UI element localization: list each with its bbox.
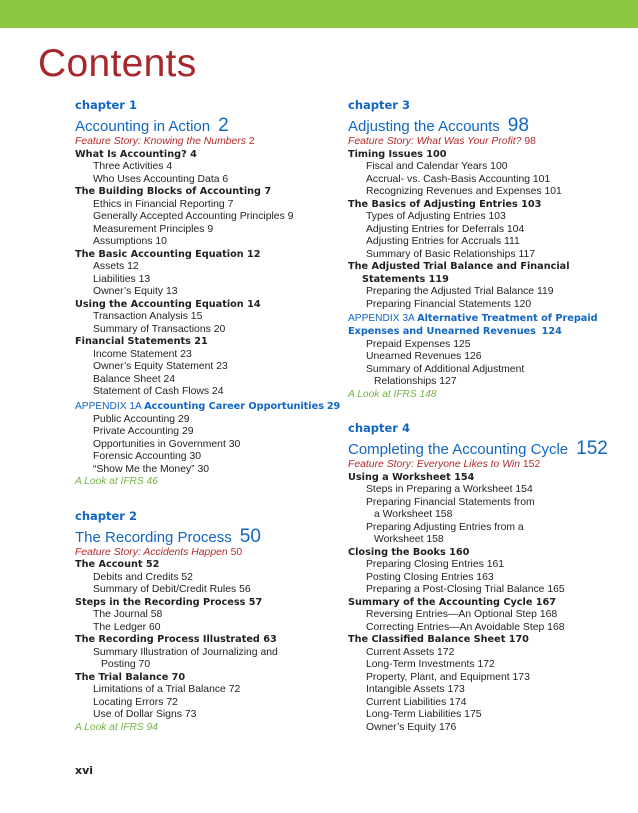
- toc-item[interactable]: Adjusting Entries for Deferrals 104: [366, 223, 525, 235]
- toc-item[interactable]: Correcting Entries—An Avoidable Step 168: [366, 621, 565, 633]
- appendix-title: Expenses and Unearned Revenues: [348, 326, 536, 337]
- toc-item[interactable]: Current Liabilities 174: [366, 696, 467, 708]
- toc-item[interactable]: Owner’s Equity 13: [93, 286, 178, 297]
- chapter-page: 98: [507, 115, 529, 136]
- toc-item[interactable]: Preparing Adjusting Entries from a: [366, 521, 524, 533]
- feature-story-page: 2: [248, 136, 255, 147]
- toc-item[interactable]: Recognizing Revenues and Expenses 101: [366, 186, 562, 197]
- section-heading[interactable]: The Basics of Adjusting Entries 103: [348, 198, 542, 210]
- section-heading[interactable]: Closing the Books 160: [348, 546, 470, 558]
- right-column: [348, 98, 620, 734]
- toc-item[interactable]: Locating Errors 72: [93, 696, 178, 708]
- section-heading[interactable]: The Basic Accounting Equation 12: [75, 248, 261, 260]
- toc-item[interactable]: Balance Sheet 24: [93, 373, 176, 385]
- toc-item[interactable]: Property, Plant, and Equipment 173: [366, 671, 530, 683]
- toc-item[interactable]: Assumptions 10: [93, 236, 167, 247]
- section-heading[interactable]: The Adjusted Trial Balance and Financial: [348, 261, 570, 272]
- section-heading[interactable]: Timing Issues 100: [348, 148, 447, 160]
- toc-item[interactable]: Preparing Financial Statements 120: [366, 298, 532, 310]
- toc-item[interactable]: Owner’s Equity Statement 23: [93, 361, 228, 372]
- chapter-title[interactable]: [75, 117, 337, 136]
- toc-item[interactable]: Who Uses Accounting Data 6: [93, 173, 229, 185]
- chapter-3: [348, 98, 620, 401]
- toc-item-continued[interactable]: Relationships 127: [374, 376, 457, 387]
- toc-item[interactable]: Public Accounting 29: [93, 413, 190, 425]
- chapter-title-text: Adjusting the Accounts: [348, 118, 500, 135]
- feature-story: [348, 136, 620, 149]
- ifrs-link[interactable]: A Look at IFRS 94: [75, 721, 158, 733]
- toc-item[interactable]: Owner’s Equity 176: [366, 721, 457, 733]
- chapter-title-text: Accounting in Action: [75, 118, 211, 135]
- feature-story: [348, 459, 620, 472]
- toc-item[interactable]: Ethics in Financial Reporting 7: [93, 198, 234, 210]
- toc-item[interactable]: Income Statement 23: [93, 348, 192, 360]
- toc-item[interactable]: Summary of Basic Relationships 117: [366, 248, 536, 260]
- chapter-page: 2: [218, 115, 229, 136]
- toc-item-continued[interactable]: Worksheet 158: [374, 534, 444, 545]
- toc-item[interactable]: Current Assets 172: [366, 646, 455, 658]
- feature-story-page: 98: [524, 136, 536, 147]
- appendix-page: 124: [541, 326, 562, 337]
- toc-item[interactable]: “Show Me the Money” 30: [93, 463, 210, 475]
- section-heading[interactable]: Using the Accounting Equation 14: [75, 298, 261, 310]
- toc-item[interactable]: Statement of Cash Flows 24: [93, 386, 224, 397]
- chapter-title-text: Completing the Accounting Cycle: [348, 441, 569, 458]
- toc-item-continued[interactable]: a Worksheet 158: [374, 509, 453, 520]
- toc-item[interactable]: Summary of Additional Adjustment: [366, 363, 525, 375]
- toc-item[interactable]: Preparing the Adjusted Trial Balance 119: [366, 286, 554, 297]
- toc-item[interactable]: Use of Dollar Signs 73: [93, 709, 197, 720]
- toc-item[interactable]: Summary Illustration of Journalizing and: [93, 646, 278, 658]
- toc-item[interactable]: Debits and Credits 52: [93, 571, 193, 583]
- section-heading[interactable]: Financial Statements 21: [75, 336, 208, 347]
- toc-item[interactable]: Summary of Transactions 20: [93, 323, 226, 335]
- chapter-label: chapter 4: [348, 421, 410, 435]
- toc-item[interactable]: Long-Term Liabilities 175: [366, 709, 482, 720]
- appendix-heading-continued[interactable]: [348, 326, 620, 339]
- toc-item[interactable]: Preparing Closing Entries 161: [366, 559, 505, 570]
- left-column: [75, 98, 341, 734]
- chapter-label: chapter 1: [75, 98, 137, 112]
- toc-item[interactable]: Preparing Financial Statements from: [366, 496, 535, 508]
- toc-item[interactable]: Liabilities 13: [93, 273, 151, 285]
- section-heading[interactable]: Summary of the Accounting Cycle 167: [348, 596, 557, 608]
- chapter-4: [348, 421, 620, 734]
- feature-story-page: 152: [522, 459, 541, 470]
- toc-item[interactable]: Generally Accepted Accounting Principles 9: [93, 211, 294, 222]
- section-heading[interactable]: The Trial Balance 70: [75, 671, 186, 683]
- section-heading[interactable]: The Classified Balance Sheet 170: [348, 634, 529, 645]
- ifrs-link[interactable]: A Look at IFRS 46: [75, 476, 158, 487]
- appendix-label: APPENDIX 3A: [348, 313, 415, 324]
- appendix-page: 29: [326, 400, 341, 412]
- feature-story-text: Feature Story: Everyone Likes to Win: [348, 459, 521, 470]
- section-heading[interactable]: The Building Blocks of Accounting 7: [75, 186, 272, 197]
- appendix-title: Accounting Career Opportunities: [144, 400, 324, 412]
- chapter-title[interactable]: [348, 117, 620, 136]
- feature-story: [75, 136, 337, 149]
- appendix-heading[interactable]: [75, 399, 341, 414]
- toc-item[interactable]: Posting Closing Entries 163: [366, 571, 494, 583]
- toc-item[interactable]: Transaction Analysis 15: [93, 311, 203, 322]
- section-heading[interactable]: The Recording Process Illustrated 63: [75, 634, 277, 645]
- toc-item[interactable]: Adjusting Entries for Accruals 111: [366, 236, 520, 247]
- toc-item[interactable]: Assets 12: [93, 261, 139, 272]
- section-heading[interactable]: Using a Worksheet 154: [348, 471, 475, 483]
- toc-item[interactable]: Long-Term Investments 172: [366, 659, 495, 670]
- toc-item[interactable]: The Ledger 60: [93, 621, 161, 633]
- toc-item[interactable]: Three Activities 4: [93, 161, 173, 172]
- feature-story-text: Feature Story: Accidents Happen: [75, 546, 228, 558]
- chapter-title[interactable]: [348, 440, 620, 459]
- feature-story-text: Feature Story: What Was Your Profit?: [348, 136, 522, 147]
- appendix-title: Alternative Treatment of Prepaid: [417, 313, 598, 324]
- toc-item-continued[interactable]: Posting 70: [101, 659, 151, 670]
- toc-item[interactable]: Unearned Revenues 126: [366, 351, 482, 362]
- chapter-1: [75, 98, 341, 489]
- chapter-label: chapter 3: [348, 98, 410, 112]
- toc-item[interactable]: Fiscal and Calendar Years 100: [366, 161, 508, 172]
- appendix-label: APPENDIX 1A: [75, 400, 142, 412]
- page-title: Contents: [38, 42, 197, 85]
- feature-story-text: Feature Story: Knowing the Numbers: [75, 136, 246, 147]
- toc-item[interactable]: The Journal 58: [93, 609, 163, 620]
- section-heading[interactable]: The Account 52: [75, 559, 160, 570]
- page-number: xvi: [75, 764, 94, 777]
- toc-item[interactable]: Private Accounting 29: [93, 426, 194, 437]
- chapter-2: [75, 509, 337, 735]
- chapter-label: chapter 2: [75, 508, 137, 523]
- feature-story-page: 50: [230, 546, 243, 558]
- toc-item[interactable]: Opportunities in Government 30: [93, 438, 241, 450]
- chapter-page: 152: [576, 438, 608, 459]
- toc-item[interactable]: Summary of Debit/Credit Rules 56: [93, 584, 251, 595]
- section-heading-continued[interactable]: Statements 119: [362, 273, 449, 285]
- toc-item[interactable]: Preparing a Post-Closing Trial Balance 165: [366, 584, 565, 595]
- toc-item[interactable]: Intangible Assets 173: [366, 684, 465, 695]
- chapter-title[interactable]: [75, 525, 337, 547]
- feature-story: [75, 547, 337, 560]
- section-heading[interactable]: Steps in the Recording Process 57: [75, 596, 263, 608]
- section-heading[interactable]: What Is Accounting? 4: [75, 148, 197, 160]
- toc-item[interactable]: Steps in Preparing a Worksheet 154: [366, 484, 533, 495]
- chapter-title-text: The Recording Process: [75, 528, 232, 546]
- toc-item[interactable]: Accrual- vs. Cash-Basis Accounting 101: [366, 173, 551, 185]
- toc-item[interactable]: Limitations of a Trial Balance 72: [93, 684, 241, 695]
- toc-item[interactable]: Types of Adjusting Entries 103: [366, 211, 506, 222]
- appendix-heading[interactable]: [348, 311, 620, 326]
- chapter-page: 50: [239, 525, 261, 547]
- toc-item[interactable]: Measurement Principles 9: [93, 223, 214, 235]
- toc-item[interactable]: Prepaid Expenses 125: [366, 338, 471, 350]
- toc-item[interactable]: Forensic Accounting 30: [93, 451, 202, 462]
- toc-item[interactable]: Reversing Entries—An Optional Step 168: [366, 609, 558, 620]
- ifrs-link[interactable]: A Look at IFRS 148: [348, 388, 437, 400]
- top-color-bar: [0, 0, 638, 28]
